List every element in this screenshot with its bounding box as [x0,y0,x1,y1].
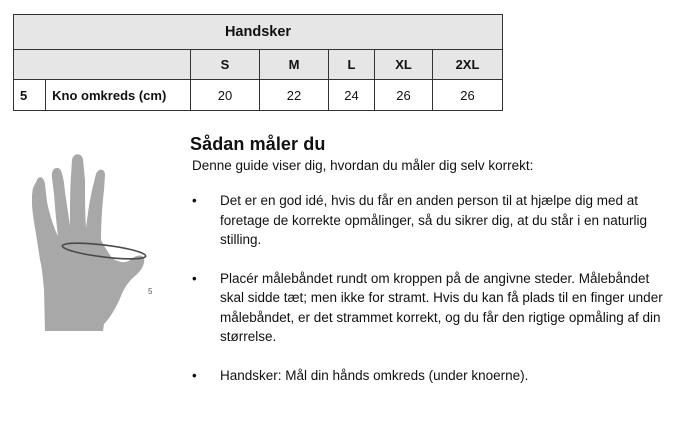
header-size-m: M [260,50,329,80]
list-item [190,269,670,347]
guide-list [190,191,670,385]
value-2xl: 26 [433,80,503,111]
table-row [14,80,503,111]
header-size-xl: XL [375,50,433,80]
list-item-text: Det er en god idé, hvis du får en anden person til at hjælpe dig med at foretage de korrekte opmålinger, så du sikrer dig, at du står i en naturlig stilling. [220,193,647,247]
bullet-icon: • [192,367,197,383]
list-item [190,191,670,250]
size-table [13,14,503,111]
guide-heading: Sådan måler du [190,134,326,154]
measuring-guide [190,134,670,404]
list-item [190,366,670,386]
value-s: 20 [191,80,260,111]
value-xl: 26 [375,80,433,111]
row-label: Kno omkreds (cm) [46,80,191,111]
table-title: Handsker [14,15,503,50]
header-size-l: L [329,50,375,80]
list-item-text: Placér målebåndet rundt om kroppen på de angivne steder. Målebåndet skal sidde tæt; men ikke for stramt. Hvis du kan få plads til en finger under målebåndet, er det strammet korrekt, og du får den rigtige opmåling af din størrelse. [220,270,663,344]
guide-intro: Denne guide viser dig, hvordan du måler dig selv korrekt: [192,158,534,173]
bullet-icon: • [192,193,197,208]
value-l: 24 [329,80,375,111]
list-item-text: Handsker: Mål din hånds omkreds (under knoerne). [220,367,529,383]
header-size-2xl: 2XL [433,50,503,80]
header-size-s: S [191,50,260,80]
measurement-marker-label: 5 [148,287,153,296]
bullet-icon: • [192,270,197,286]
table-header-row [14,50,503,80]
value-m: 22 [260,80,329,111]
header-blank-cell [14,50,191,80]
hand-silhouette [32,154,144,331]
row-number: 5 [14,80,46,111]
hand-measurement-illustration [32,150,167,340]
table-title-row [14,15,503,50]
